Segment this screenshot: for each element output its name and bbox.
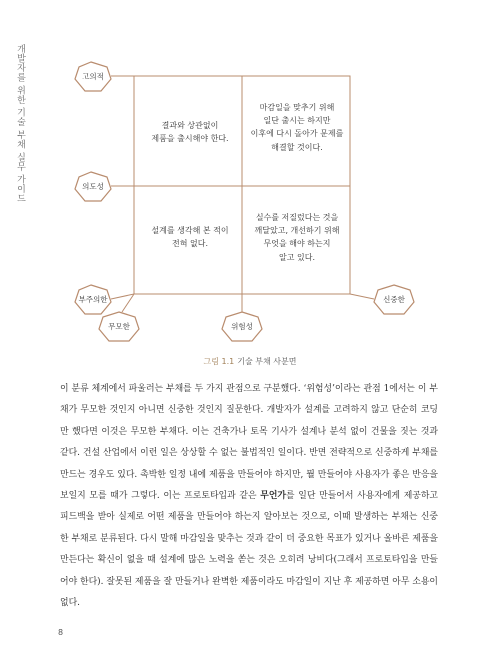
quadrant-line: 일단 출시는 하지만 [263, 116, 331, 126]
quadrant-line: 실수를 저질렀다는 것을 [255, 213, 339, 222]
quadrant-line: 전혀 없다. [172, 239, 208, 249]
quadrant-line: 제품을 출시해야 한다. [151, 134, 229, 144]
x-connector-right [350, 294, 374, 299]
page-number: 8 [58, 628, 64, 637]
figure-number: 그림 1.1 [203, 357, 235, 366]
figure-caption [0, 356, 500, 367]
x-axis-label-right: 신중한 [383, 295, 405, 304]
x-axis-label-left: 무모한 [108, 322, 130, 331]
quadrant-line: 결과와 상관없이 [161, 121, 219, 130]
body-text-part2: 를 일단 만들어서 사용자에게 제공하고 피드백을 받아 실제로 어떤 제품을 만들어야 하는지 알아보는 것으로, 이때 발생하는 부채는 신중한 부채로 분류된다. 다시 말해 마감일을 맞추는 것과 같이 더 중요한 목표가 있거나 올바른 제품을 만든다는 확신이 없을 때 설계에 많은 노력을 쏟는 것은 오히려 낭비다(그래서 프로토타입을 만들어야 한다). 잘못된 제품을 잘 만들거나 완벽한 제품이라도 마감일이 지난 후 제공하면 아무 소용이 없다. [60, 491, 438, 609]
quadrant-text-top-left [140, 119, 240, 145]
running-head: 개발자를 위한 기술 부채 실무 가이드 [15, 44, 25, 204]
x-axis-label-middle: 위험성 [231, 322, 253, 331]
body-text-part1: 이 분류 체계에서 파울러는 부채를 두 가지 관점으로 구분했다. ‘위험성’이라는 관점 1에서는 이 부채가 무모한 것인지 아니면 신중한 것인지 질문한다. 개발자가 설계를 고려하지 않고 단순히 코딩만 했다면 이것은 무모한 부채다. 이는 건축가나 토목 기사가 설계나 분석 없이 건물을 짓는 것과 같다. 건설 산업에서 이런 일은 상상할 수 없는 불법적인 일이다. 반면 전략적으로 신중하게 부채를 만드는 경우도 있다. 촉박한 일정 내에 제품을 만들어야 하지만, 뭘 만들어야 사용자가 좋은 반응을 보일지 모를 때가 그렇다. 이는 프로토타입과 같은 [60, 384, 438, 502]
quadrant-text-top-right [247, 101, 347, 154]
quadrant-line: 마감일을 맞추기 위해 [259, 103, 335, 112]
body-text-emphasis: 무언가 [260, 491, 286, 502]
quadrant-line: 알고 있다. [279, 252, 315, 262]
quadrant-text-bottom-left [140, 224, 240, 250]
y-axis-label-top: 고의적 [82, 72, 104, 81]
quadrant-line: 해결할 것이다. [271, 142, 323, 152]
quadrant-line: 무엇을 해야 하는지 [263, 239, 331, 249]
y-axis-label-middle: 의도성 [82, 182, 104, 191]
y-axis-label-bottom: 부주의한 [78, 295, 108, 304]
quadrant-line: 설계를 생각해 본 적이 [151, 226, 229, 235]
quadrant-line: 이후에 다시 돌아가 문제를 [250, 129, 344, 139]
quadrant-text-bottom-right [247, 211, 347, 264]
quadrant-line: 깨달았고, 개선하기 위해 [254, 226, 340, 236]
body-paragraph [60, 379, 438, 614]
figure-title: 기술 부채 사분면 [237, 357, 297, 366]
